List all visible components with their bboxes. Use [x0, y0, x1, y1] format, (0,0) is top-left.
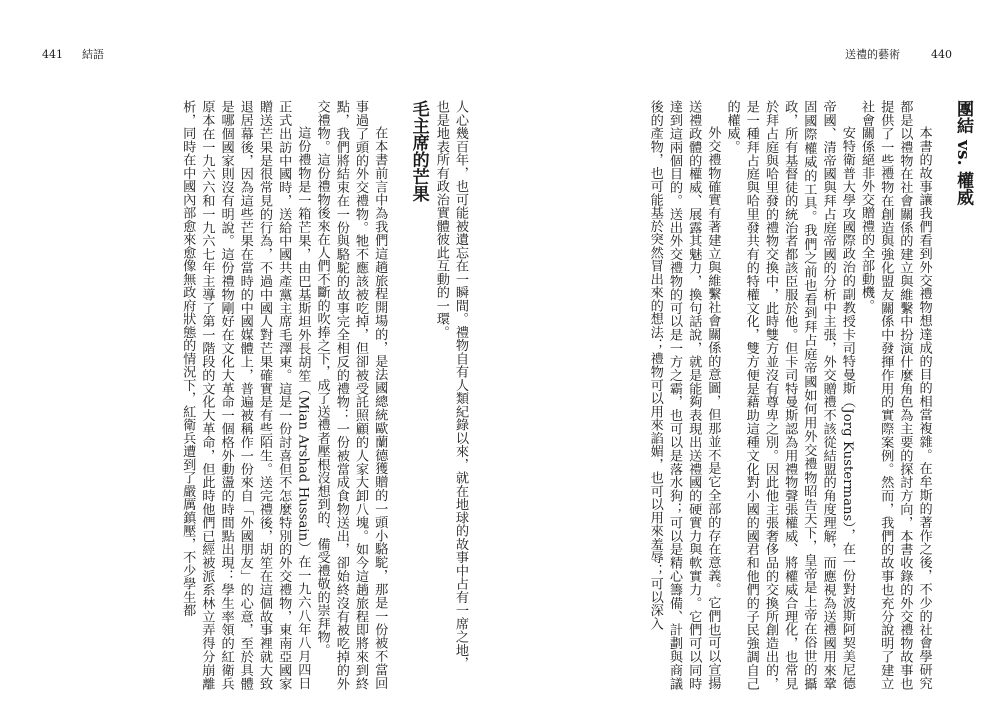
paragraph: 這份禮物是一箱芒果，由巴基斯坦外長胡笙（Mian Arshad Hussain）在一九六八年八月四日正式出訪中國時，送給中國共產黨主席毛澤東。這是一份討喜但不怎麼特別的外交禮物，東南亞國家贈送芒果是很常見的行為，不過中國人對芒果確實是有些陌生。送完禮後，胡笙在這個故事裡就大致退居幕後，因為這些芒果在當時的中國媒體上，普遍被稱作一份來自「外國朋友」的心意，至於具體是哪個國家則沒有明說。這份禮物剛好在文化大革命一個格外動盪的時間點出現：學生率領的紅衛兵原本在一九六六和一九六七年主導了第一階段的文化大革命，但此時他們已經被派系林立弄得分崩離析，同時在中國內部愈來愈像無政府狀態的情況下，紅衛兵遭到了嚴厲鎮壓，不少學生都: [180, 100, 311, 690]
left-body-text: [28, 100, 470, 690]
left-page: [0, 0, 499, 709]
running-head: 結語: [82, 48, 104, 61]
paragraph: 外交禮物確實有著建立與維繫社會關係的意圖，但那並不是它全部的存在意義。它們也可以宣揚送禮政體的權威、展露其魅力，換句話說，就是能夠表現出送禮國的硬實力與軟實力。它們可以同時達到這兩個目的。送出外交禮物的可以是一方之霸，也可以是落水狗；可以是精心籌備、計劃與商議後的產物，也可能基於突然冒出來的想法；禮物可以用來諂媚，也可以用來羞辱；可以深入: [647, 100, 721, 690]
paragraph: 在本書前言中為我們這趟旅程開場的，是法國總統歐蘭德獲贈的一頭小駱駝，那是一份被不當回事過了頭的外交禮物。牠不應該被吃掉，但卻被受託照顧的人家大卸八塊。如今這趟旅程即將來到終點，我們將結束在一份與駱駝的故事完全相反的禮物：一份被當成食物送出，卻始終沒有被吃掉的外交禮物。這份禮物後來在人們不斷的吹捧之下，成了送禮者壓根沒想到的、備受禮敬的崇拜物。: [314, 100, 388, 690]
paragraph: 也是地表所有政治實體彼此互動的一環。: [433, 100, 449, 339]
section-heading: 團結 vs. 權威: [953, 100, 973, 206]
paragraph: 本書的故事讓我們看到外交禮物想達成的目的相當複雜。在牟斯的著作之後，不少的社會學研究都是以禮物在社會關係的建立與維繫中扮演什麼角色為主要的探討方向，本書收錄的外交禮物故事也提供了一些禮物在創造與強化盟友關係中發揮作用的實際案例。然而，我們的故事也充分說明了建立社會關係絕非外交贈禮的全部動機。: [859, 100, 932, 690]
page-number: 440: [931, 48, 952, 61]
section-heading: 毛主席的芒果: [408, 100, 429, 203]
paragraph: 安特衛普大學攻國際政治的副教授卡司特曼斯（Jorg Kustermans），在一份對波斯阿契美尼德帝國、清帝國與拜占庭帝國的分析中主張，外交贈禮不該從結盟的角度理解，而應視為送禮國用來鞏固國際權威的工具。我們之前也看到拜占庭帝國如何用外交禮物昭告天下，皇帝是上帝在俗世的攝政，所有基督徒的統治者都該臣服於他。但卡司特曼斯認為用禮物聲張權威、將權威合理化，也常見於拜占庭與哈里發的禮物交換中，此時雙方並沒有尊卑之別。因此他主張奢侈品的交換所創造出的，是一種拜占庭與哈里發共有的特權文化，雙方便是藉助這種文化對小國的國君和他們的子民強調自己的權威。: [724, 100, 855, 690]
right-page: [500, 0, 999, 709]
running-head: 送禮的藝術: [845, 48, 900, 61]
right-body-text: [546, 100, 976, 690]
page-number: 441: [42, 48, 63, 61]
paragraph: 人心幾百年，也可能被遺忘在一瞬間。禮物自有人類紀錄以來，就在地球的故事中占有一席之地，: [453, 100, 468, 670]
